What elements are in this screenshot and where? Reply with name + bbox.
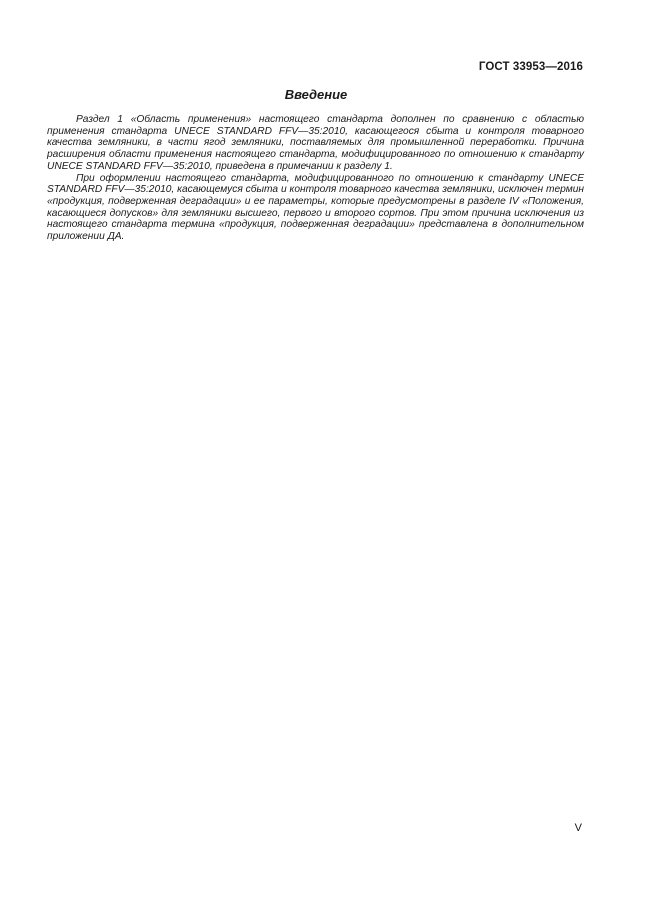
- paragraph: При оформлении настоящего стандарта, модифицированного по отношению к стандарту UNECE STANDARD FFV—35:2010, касающемуся сбыта и контроля товарного качества земляники, исключен термин «продукция, подверженная деградации» и ее параметры, которые предусмотрены в разделе IV «Положения, касающиеся допусков» для земляники высшего, первого и второго сортов. При этом причина исключения из настоящего стандарта термина «продукция, подверженная деградации» представлена в дополнительном приложении ДА.: [47, 172, 584, 243]
- document-number: ГОСТ 33953—2016: [478, 61, 583, 73]
- paragraph: Раздел 1 «Область применения» настоящего стандарта дополнен по сравнению с областью применения стандарта UNECE STANDARD FFV—35:2010, касающегося сбыта и контроля товарного качества земляники, в части ягод земляники, поставляемых для промышленной переработки. Причина расширения области применения настоящего стандарта, модифицированного по отношению к стандарту UNECE STANDARD FFV—35:2010, приведена в примечании к разделу 1.: [47, 114, 584, 172]
- introduction-body: [47, 114, 584, 243]
- page-number: V: [574, 822, 582, 834]
- section-title: Введение: [284, 87, 348, 102]
